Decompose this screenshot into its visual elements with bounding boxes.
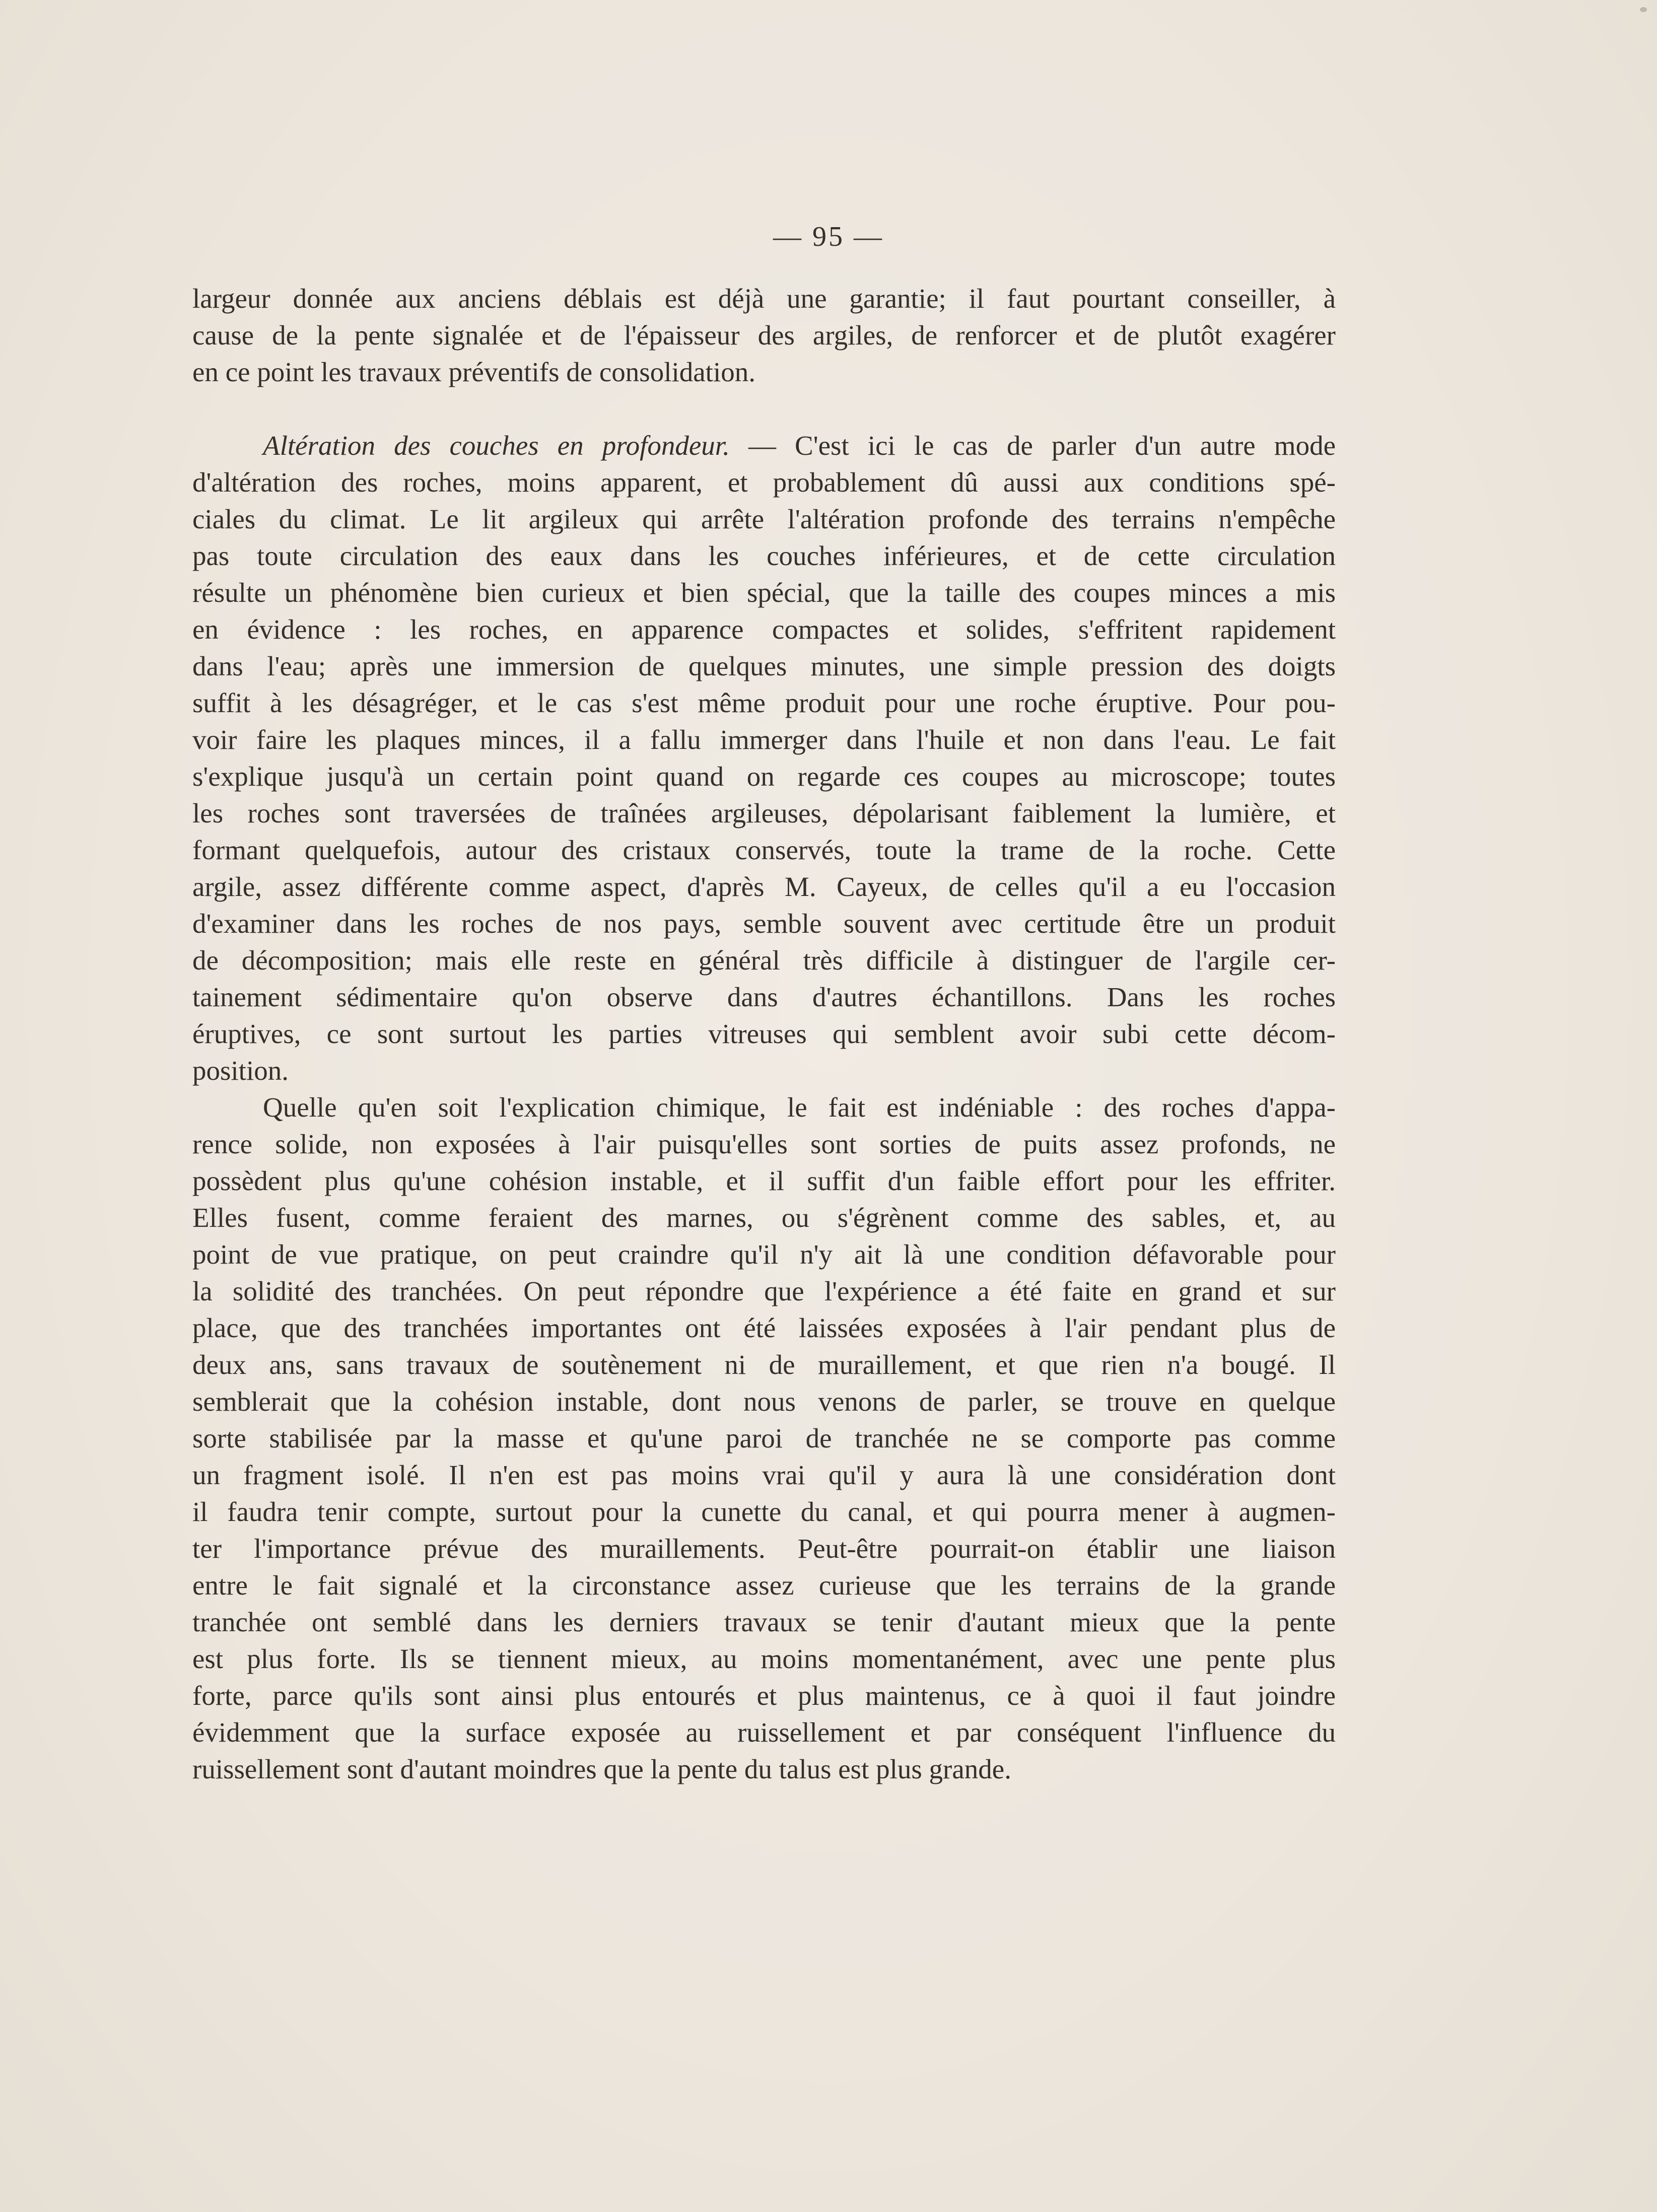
- text-line: position.: [192, 1055, 289, 1086]
- page-number: — 95 —: [773, 221, 884, 252]
- text-line: il faudra tenir compte, surtout pour la cunette du canal, et qui pourra mener à augmen-: [192, 1496, 1336, 1527]
- text-line: point de vue pratique, on peut craindre qu'il n'y ait là une condition défavorable pour: [192, 1239, 1336, 1270]
- text-line: sorte stabilisée par la masse et qu'une paroi de tranchée ne se comporte pas comme: [192, 1423, 1336, 1454]
- text-line: d'examiner dans les roches de nos pays, semble souvent avec certitude être un produit: [192, 908, 1336, 939]
- text-line: forte, parce qu'ils sont ainsi plus entourés et plus maintenus, ce à quoi il faut joindre: [192, 1680, 1336, 1711]
- text-line: de décomposition; mais elle reste en général très difficile à distinguer de l'argile cer-: [192, 945, 1336, 976]
- text-line: suffit à les désagréger, et le cas s'est même produit pour une roche éruptive. Pour pou-: [192, 687, 1336, 718]
- text-line: tainement sédimentaire qu'on observe dans d'autres échantillons. Dans les roches: [192, 982, 1336, 1012]
- text-line: s'explique jusqu'à un certain point quand on regarde ces coupes au microscope; toutes: [192, 761, 1336, 792]
- text-line: pas toute circulation des eaux dans les couches inférieures, et de cette circulation: [192, 540, 1336, 571]
- text-line: Elles fusent, comme feraient des marnes, ou s'égrènent comme des sables, et, au: [192, 1202, 1336, 1233]
- body-text: [192, 280, 1336, 1787]
- text-line: ruissellement sont d'autant moindres que la pente du talus est plus grande.: [192, 1754, 1011, 1784]
- text-line: dans l'eau; après une immersion de quelques minutes, une simple pression des doigts: [192, 651, 1336, 681]
- text-line: place, que des tranchées importantes ont été laissées exposées à l'air pendant plus de: [192, 1312, 1336, 1343]
- heading-line-rest: — C'est ici le cas de parler d'un autre mode: [729, 430, 1336, 461]
- section-heading: Altération des couches en profondeur.: [263, 430, 730, 461]
- text-line: en ce point les travaux préventifs de consolidation.: [192, 357, 755, 387]
- text-line: cause de la pente signalée et de l'épaisseur des argiles, de renforcer et de plutôt exagérer: [192, 320, 1336, 351]
- text-line: en évidence : les roches, en apparence compactes et solides, s'effritent rapidement: [192, 614, 1336, 645]
- text-line: formant quelquefois, autour des cristaux conservés, toute la trame de la roche. Cette: [192, 835, 1336, 865]
- text-line: rence solide, non exposées à l'air puisqu'elles sont sorties de puits assez profonds, ne: [192, 1129, 1336, 1159]
- text-line: évidemment que la surface exposée au ruissellement et par conséquent l'influence du: [192, 1717, 1336, 1748]
- text-line: ter l'importance prévue des muraillements. Peut-être pourrait-on établir une liaison: [192, 1533, 1336, 1564]
- text-line: [192, 427, 1336, 464]
- text-line: semblerait que la cohésion instable, dont nous venons de parler, se trouve en quelque: [192, 1386, 1336, 1417]
- text-line: les roches sont traversées de traînées argileuses, dépolarisant faiblement la lumière, et: [192, 798, 1336, 828]
- paper-speck: [1640, 7, 1647, 12]
- text-line: est plus forte. Ils se tiennent mieux, au moins momentanément, avec une pente plus: [192, 1643, 1336, 1674]
- text-line: la solidité des tranchées. On peut répondre que l'expérience a été faite en grand et sur: [192, 1276, 1336, 1306]
- text-line: argile, assez différente comme aspect, d'après M. Cayeux, de celles qu'il a eu l'occasion: [192, 871, 1336, 902]
- text-line: entre le fait signalé et la circonstance assez curieuse que les terrains de la grande: [192, 1570, 1336, 1601]
- paragraph-spacer: [192, 390, 1336, 427]
- text-line: tranchée ont semblé dans les derniers travaux se tenir d'autant mieux que la pente: [192, 1607, 1336, 1637]
- text-line: deux ans, sans travaux de soutènement ni de muraillement, et que rien n'a bougé. Il: [192, 1349, 1336, 1380]
- text-line: voir faire les plaques minces, il a fallu immerger dans l'huile et non dans l'eau. Le fait: [192, 724, 1336, 755]
- text-line: résulte un phénomène bien curieux et bien spécial, que la taille des coupes minces a mis: [192, 577, 1336, 608]
- paragraph-1: [192, 280, 1336, 390]
- paragraph-2: [192, 427, 1336, 1089]
- paragraph-3: [192, 1089, 1336, 1787]
- text-line: possèdent plus qu'une cohésion instable, et il suffit d'un faible effort pour les effriter.: [192, 1165, 1336, 1196]
- text-line: éruptives, ce sont surtout les parties vitreuses qui semblent avoir subi cette décom-: [192, 1018, 1336, 1049]
- text-line: Quelle qu'en soit l'explication chimique, le fait est indéniable : des roches d'appa-: [263, 1092, 1336, 1123]
- text-line: un fragment isolé. Il n'en est pas moins vrai qu'il y aura là une considération dont: [192, 1460, 1336, 1490]
- text-line: ciales du climat. Le lit argileux qui arrête l'altération profonde des terrains n'empêche: [192, 504, 1336, 534]
- text-line: largeur donnée aux anciens déblais est déjà une garantie; il faut pourtant conseiller, à: [192, 283, 1336, 314]
- text-line: d'altération des roches, moins apparent, et probablement dû aussi aux conditions spé-: [192, 467, 1336, 498]
